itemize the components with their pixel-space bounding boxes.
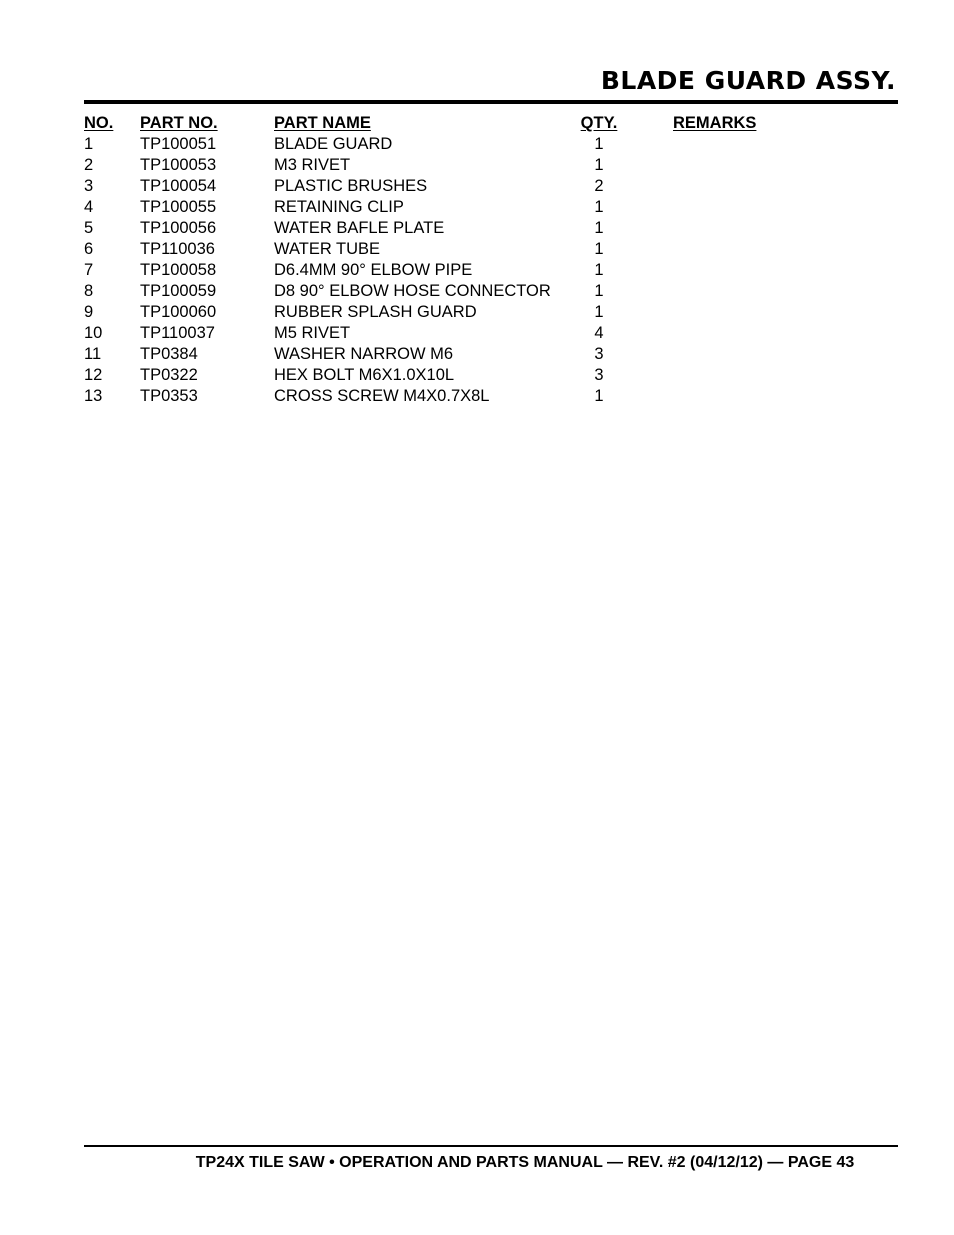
cell-part-no: TP100059 <box>140 282 217 300</box>
table-row <box>84 197 898 218</box>
cell-part-name: D8 90° ELBOW HOSE CONNECTOR <box>274 282 551 300</box>
cell-part-no: TP100056 <box>140 219 217 237</box>
cell-part-name: M3 RIVET <box>274 156 351 174</box>
cell-qty: 1 <box>594 282 604 300</box>
cell-part-no: TP110037 <box>140 324 215 342</box>
header-remarks: REMARKS <box>673 114 757 132</box>
cell-part-no: TP100054 <box>140 177 217 195</box>
cell-part-no: TP100053 <box>140 156 217 174</box>
cell-no: 3 <box>84 177 94 195</box>
cell-no: 12 <box>84 366 103 384</box>
footer-text: TP24X TILE SAW • OPERATION AND PARTS MANUAL — REV. #2 (04/12/12) — PAGE 43 <box>195 1154 855 1171</box>
footer-divider <box>84 1145 898 1147</box>
cell-no: 11 <box>84 345 102 363</box>
cell-part-no: TP100051 <box>140 135 217 153</box>
table-row <box>84 134 898 155</box>
table-row <box>84 239 898 260</box>
table-header-row <box>84 113 898 134</box>
cell-qty: 1 <box>594 261 604 279</box>
header-part-no: PART NO. <box>140 114 218 132</box>
cell-no: 7 <box>84 261 94 279</box>
cell-part-name: D6.4MM 90° ELBOW PIPE <box>274 261 473 279</box>
header-no: NO. <box>84 114 114 132</box>
cell-part-no: TP100055 <box>140 198 217 216</box>
cell-part-name: HEX BOLT M6X1.0X10L <box>274 366 455 384</box>
cell-qty: 1 <box>594 156 604 174</box>
table-row <box>84 176 898 197</box>
cell-part-no: TP110036 <box>140 240 215 258</box>
cell-no: 1 <box>84 135 94 153</box>
cell-part-no: TP0353 <box>140 387 198 405</box>
cell-qty: 1 <box>594 198 604 216</box>
table-row <box>84 155 898 176</box>
header-qty: QTY. <box>580 114 618 132</box>
table-row <box>84 260 898 281</box>
cell-no: 5 <box>84 219 94 237</box>
cell-no: 6 <box>84 240 94 258</box>
cell-qty: 3 <box>594 366 604 384</box>
cell-qty: 2 <box>594 177 604 195</box>
cell-part-name: BLADE GUARD <box>274 135 393 153</box>
table-row <box>84 323 898 344</box>
cell-part-name: CROSS SCREW M4X0.7X8L <box>274 387 490 405</box>
cell-no: 2 <box>84 156 94 174</box>
header-part-name: PART NAME <box>274 114 371 132</box>
cell-qty: 1 <box>594 219 604 237</box>
table-row <box>84 386 898 407</box>
page-title: BLADE GUARD ASSY. <box>600 66 896 95</box>
cell-part-no: TP0384 <box>140 345 198 363</box>
cell-part-name: WATER TUBE <box>274 240 381 258</box>
cell-qty: 1 <box>594 240 604 258</box>
cell-no: 10 <box>84 324 103 342</box>
cell-part-no: TP100058 <box>140 261 217 279</box>
cell-no: 4 <box>84 198 94 216</box>
cell-no: 9 <box>84 303 94 321</box>
cell-part-name: WATER BAFLE PLATE <box>274 219 445 237</box>
cell-qty: 1 <box>594 303 604 321</box>
cell-qty: 4 <box>594 324 604 342</box>
cell-part-name: WASHER NARROW M6 <box>274 345 454 363</box>
title-divider <box>84 100 898 104</box>
table-row <box>84 302 898 323</box>
table-row <box>84 218 898 239</box>
table-row <box>84 344 898 365</box>
page-footer <box>84 1152 898 1174</box>
cell-no: 13 <box>84 387 103 405</box>
cell-part-name: RUBBER SPLASH GUARD <box>274 303 477 321</box>
table-row <box>84 365 898 386</box>
cell-part-name: M5 RIVET <box>274 324 351 342</box>
cell-part-name: PLASTIC BRUSHES <box>274 177 428 195</box>
parts-list-table <box>84 113 898 407</box>
cell-qty: 1 <box>594 387 604 405</box>
cell-no: 8 <box>84 282 94 300</box>
cell-part-name: RETAINING CLIP <box>274 198 404 216</box>
cell-part-no: TP0322 <box>140 366 198 384</box>
cell-qty: 3 <box>594 345 604 363</box>
cell-qty: 1 <box>594 135 604 153</box>
table-row <box>84 281 898 302</box>
cell-part-no: TP100060 <box>140 303 217 321</box>
